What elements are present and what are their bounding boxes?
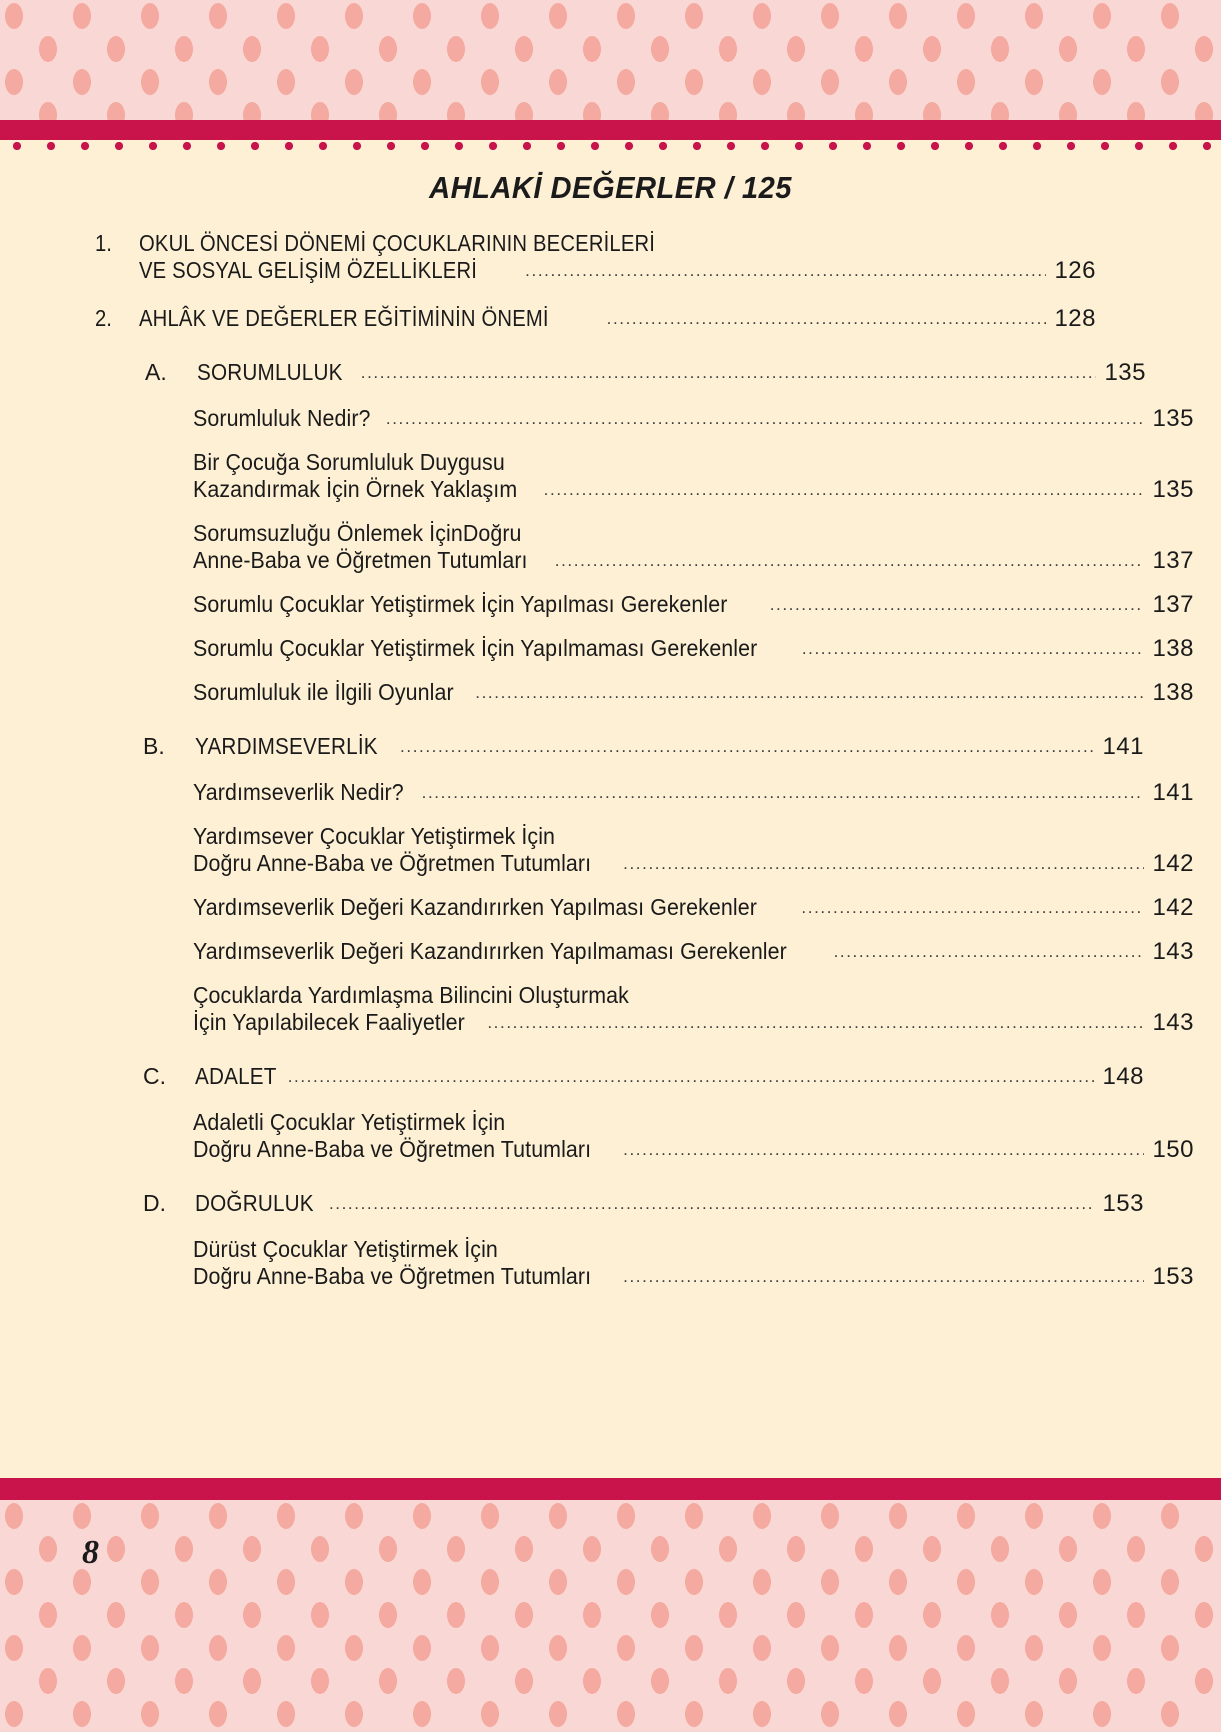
toc-entry-line	[95, 779, 1194, 807]
toc-dot-leader	[475, 683, 1144, 703]
toc-entry[interactable]	[95, 1109, 1194, 1164]
toc-entry-line-continued	[95, 476, 1194, 504]
toc-page-number: 153	[1152, 1263, 1194, 1290]
toc-entry[interactable]	[95, 982, 1194, 1037]
toc-entry-label-continued: Doğru Anne-Baba ve Öğretmen Tutumları	[193, 850, 592, 876]
toc-entry-label: Sorumluluk ile İlgili Oyunlar	[193, 679, 454, 705]
toc-entry[interactable]	[95, 1063, 1144, 1091]
page-content	[0, 160, 1221, 1472]
bottom-scallop-dots	[0, 1480, 1221, 1492]
toc-entry-line-continued	[95, 1009, 1194, 1037]
toc-dot-leader	[770, 595, 1144, 615]
toc-dot-leader	[802, 639, 1144, 659]
toc-dot-leader	[623, 854, 1144, 874]
toc-entry[interactable]	[95, 405, 1194, 433]
toc-entry-line	[95, 591, 1194, 619]
toc-entry-line	[95, 449, 1194, 476]
toc-entry[interactable]	[95, 1236, 1194, 1291]
toc-entry[interactable]	[95, 938, 1194, 966]
toc-entry-line	[95, 1236, 1194, 1263]
toc-entry-label: Çocuklarda Yardımlaşma Bilincini Oluşturmak	[193, 982, 629, 1008]
toc-dot-leader	[607, 309, 1046, 329]
toc-entry-label: Bir Çocuğa Sorumluluk Duygusu	[193, 449, 505, 475]
toc-entry[interactable]	[95, 779, 1194, 807]
toc-entry-line	[95, 1190, 1144, 1218]
toc-entry-label-continued: Doğru Anne-Baba ve Öğretmen Tutumları	[193, 1263, 592, 1289]
toc-page-number: 137	[1152, 547, 1194, 574]
toc-entry-line	[95, 1109, 1194, 1136]
toc-dot-leader	[834, 942, 1144, 962]
toc-entry-label: Yardımsever Çocuklar Yetiştirmek İçin	[193, 823, 556, 849]
toc-entry-label: Yardımseverlik Değeri Kazandırırken Yapılması Gerekenler	[193, 894, 757, 920]
toc-entry-line-continued	[95, 1136, 1194, 1164]
toc-entry[interactable]	[95, 1190, 1144, 1218]
toc-page-number: 148	[1102, 1063, 1144, 1090]
toc-entry-label: SORUMLULUK	[197, 359, 343, 385]
toc-page-number: 137	[1152, 591, 1194, 618]
toc-entry-line	[95, 733, 1144, 761]
toc-page-number: 153	[1102, 1190, 1144, 1217]
toc-entry-label: ADALET	[195, 1063, 277, 1089]
toc-entry[interactable]	[95, 679, 1194, 707]
toc-page-number: 143	[1152, 938, 1194, 965]
toc-page-number: 141	[1152, 779, 1194, 806]
toc-entry-label: Yardımseverlik Nedir?	[193, 779, 404, 805]
toc-entry-marker-spacer	[95, 257, 134, 284]
toc-dot-leader	[623, 1267, 1144, 1287]
toc-entry-line	[95, 823, 1194, 850]
toc-entry-label: Adaletli Çocuklar Yetiştirmek İçin	[193, 1109, 506, 1135]
toc-dot-leader	[525, 261, 1046, 281]
toc-entry-line	[95, 635, 1194, 663]
toc-entry-label: Sorumluluk Nedir?	[193, 405, 371, 431]
toc-page-number: 135	[1104, 359, 1146, 386]
toc-entry-marker: 2.	[95, 305, 112, 331]
toc-entry-label-continued: İçin Yapılabilecek Faaliyetler	[193, 1009, 465, 1035]
toc-entry[interactable]	[95, 823, 1194, 878]
toc-entry-label: Yardımseverlik Değeri Kazandırırken Yapılmaması Gerekenler	[193, 938, 787, 964]
toc-entry[interactable]	[95, 520, 1194, 575]
toc-entry-line	[95, 1063, 1144, 1091]
toc-page-number: 142	[1152, 894, 1194, 921]
toc-entry[interactable]	[95, 894, 1194, 922]
toc-entry-line-continued	[95, 547, 1194, 575]
toc-entry-line-continued	[95, 1263, 1194, 1291]
toc-page-number: 128	[1054, 305, 1096, 332]
top-scallop-dots	[0, 140, 1221, 152]
toc-page-number: 135	[1152, 405, 1194, 432]
toc-entry-line	[95, 894, 1194, 922]
toc-entry-marker: D.	[143, 1190, 166, 1216]
toc-entry-marker: C.	[143, 1063, 166, 1089]
toc-entry-line	[95, 938, 1194, 966]
toc-page-number: 141	[1102, 733, 1144, 760]
toc-dot-leader	[400, 737, 1094, 757]
toc-entry-marker: A.	[145, 359, 167, 385]
toc-entry-line	[95, 982, 1194, 1009]
top-polka-dot-band	[0, 0, 1221, 120]
toc-entry-line	[95, 359, 1146, 387]
toc-entry-marker: 1.	[95, 230, 112, 256]
toc-entry-label: YARDIMSEVERLİK	[195, 733, 378, 759]
toc-entry[interactable]	[95, 449, 1194, 504]
toc-entry-line	[95, 520, 1194, 547]
toc-dot-leader	[288, 1067, 1094, 1087]
toc-dot-leader	[544, 480, 1144, 500]
toc-entry-label: OKUL ÖNCESİ DÖNEMİ ÇOCUKLARININ BECERİLERİ	[139, 230, 656, 256]
toc-page-number: 138	[1152, 635, 1194, 662]
toc-page-number: 126	[1054, 257, 1096, 284]
toc-entry-line	[95, 305, 1096, 333]
toc-entry-label: Sorumlu Çocuklar Yetiştirmek İçin Yapılmaması Gerekenler	[193, 635, 758, 661]
toc-page-number: 143	[1152, 1009, 1194, 1036]
toc-entry-line	[95, 405, 1194, 433]
toc-entry[interactable]	[95, 305, 1096, 333]
toc-dot-leader	[555, 551, 1144, 571]
toc-entry[interactable]	[95, 359, 1146, 387]
toc-entry-line-continued	[95, 257, 1096, 285]
toc-dot-leader	[623, 1140, 1144, 1160]
toc-entry-label-continued: Anne-Baba ve Öğretmen Tutumları	[193, 547, 528, 573]
toc-entry[interactable]	[95, 635, 1194, 663]
toc-page-number: 150	[1152, 1136, 1194, 1163]
toc-entry[interactable]	[95, 591, 1194, 619]
toc-entry-line	[95, 230, 1096, 257]
toc-page-number: 142	[1152, 850, 1194, 877]
bottom-polka-dot-band	[0, 1500, 1221, 1732]
toc-dot-leader	[361, 363, 1096, 383]
toc-entry[interactable]	[95, 230, 1096, 285]
toc-dot-leader	[487, 1013, 1144, 1033]
toc-page-number: 135	[1152, 476, 1194, 503]
toc-entry-label-continued: Kazandırmak İçin Örnek Yaklaşım	[193, 476, 518, 502]
toc-dot-leader	[329, 1194, 1094, 1214]
toc-entry-line	[95, 679, 1194, 707]
top-crimson-bar	[0, 120, 1221, 140]
toc-page-number: 138	[1152, 679, 1194, 706]
toc-entry-marker: B.	[143, 733, 165, 759]
toc-entry-label: Sorumsuzluğu Önlemek İçinDoğru	[193, 520, 522, 546]
toc-entry-label: AHLÂK VE DEĞERLER EĞİTİMİNİN ÖNEMİ	[139, 305, 549, 331]
folio-page-number: 8	[82, 1534, 99, 1571]
toc-dot-leader	[422, 783, 1144, 803]
toc-dot-leader	[801, 898, 1144, 918]
toc-entry-label-continued: VE SOSYAL GELİŞİM ÖZELLİKLERİ	[139, 257, 478, 283]
toc-entry-label: Sorumlu Çocuklar Yetiştirmek İçin Yapılması Gerekenler	[193, 591, 728, 617]
table-of-contents	[0, 230, 1221, 1291]
toc-entry-label: Dürüst Çocuklar Yetiştirmek İçin	[193, 1236, 498, 1262]
toc-entry-label: DOĞRULUK	[195, 1190, 314, 1216]
page-title: AHLAKİ DEĞERLER / 125	[429, 170, 792, 205]
toc-dot-leader	[386, 409, 1144, 429]
toc-entry-line-continued	[95, 850, 1194, 878]
toc-entry-label-continued: Doğru Anne-Baba ve Öğretmen Tutumları	[193, 1136, 592, 1162]
toc-entry[interactable]	[95, 733, 1144, 761]
